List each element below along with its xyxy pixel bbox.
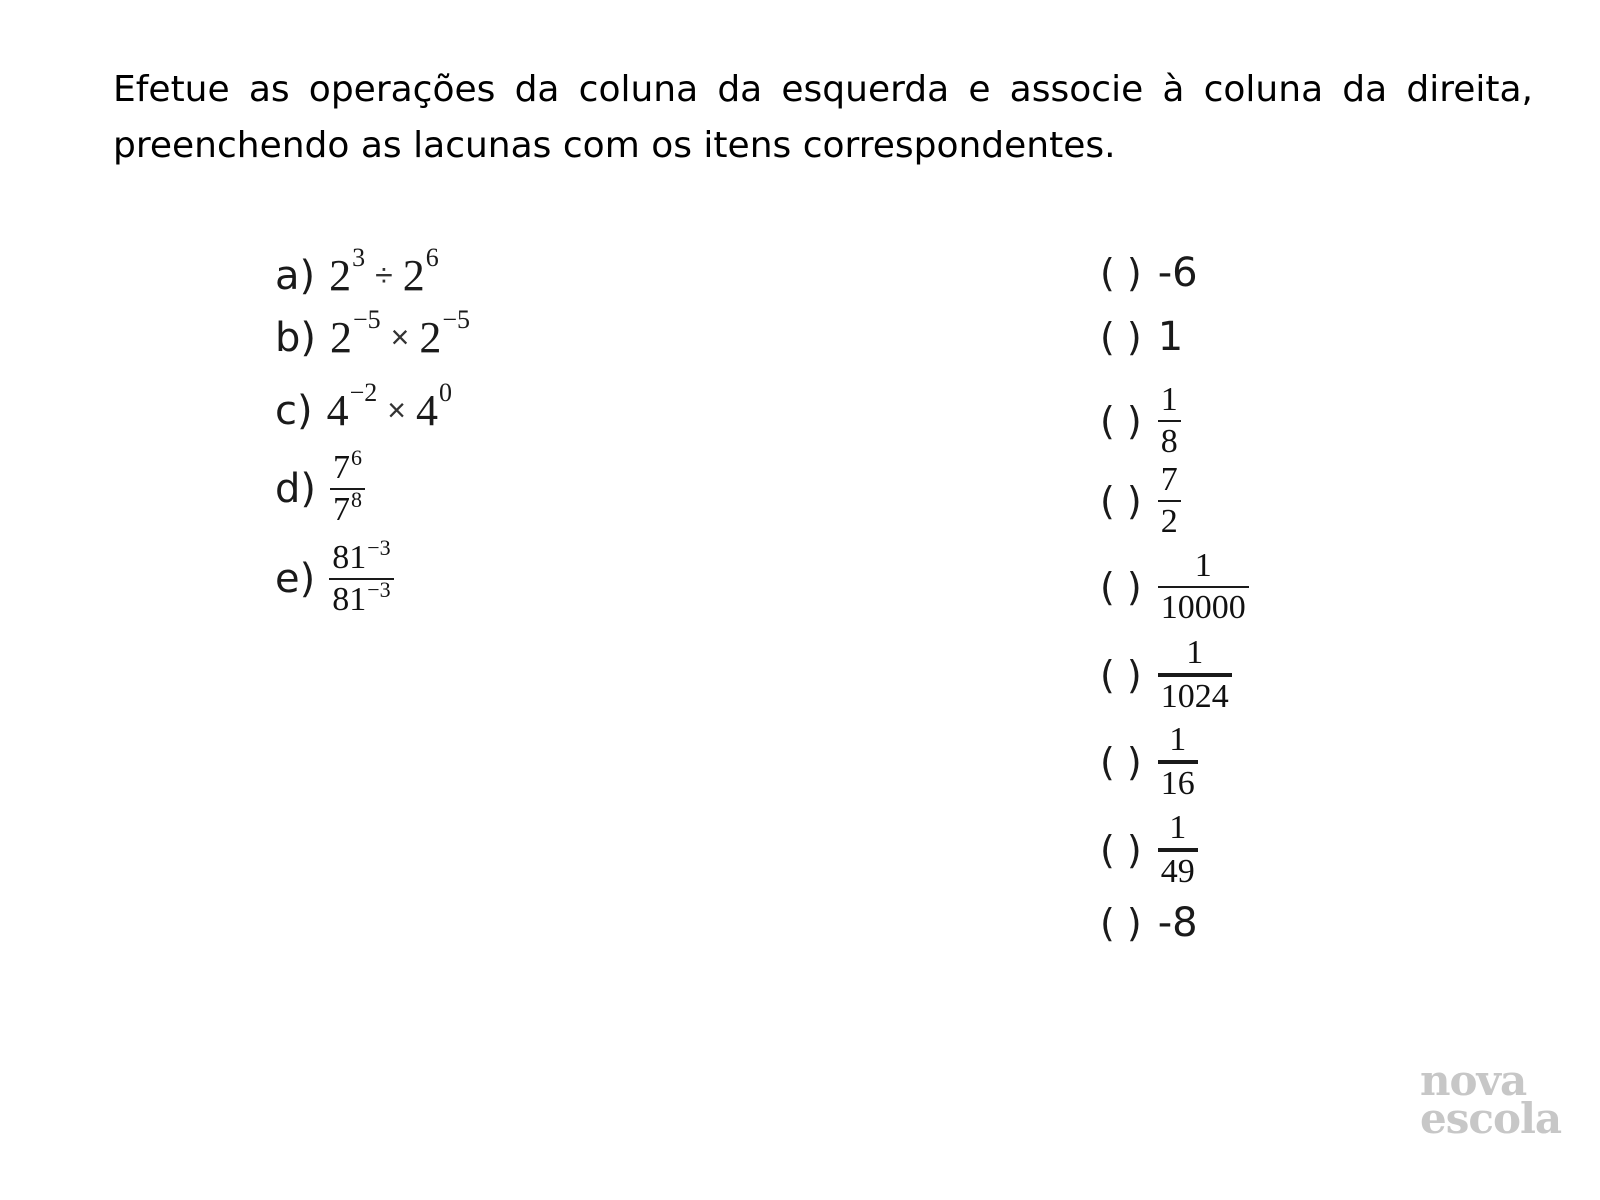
answer-fraction [1158, 462, 1181, 540]
answer-item [1100, 462, 1181, 540]
fraction-bar [1158, 673, 1232, 677]
numerator: 81 −3 [332, 535, 391, 576]
answer-blank[interactable]: ( ) [1100, 315, 1142, 359]
item-label: a) [275, 252, 316, 299]
answer-fraction [1158, 548, 1249, 626]
answer-item [1100, 250, 1198, 296]
logo-line-2: escola [1420, 1094, 1562, 1143]
fraction [329, 535, 393, 618]
logo-line-1: nova [1420, 1056, 1527, 1105]
item-label: c) [275, 387, 313, 434]
operation-c [275, 377, 452, 436]
operation-b [275, 304, 471, 363]
numerator: 1 [1186, 634, 1204, 671]
answer-value: -6 [1157, 250, 1198, 296]
base: 4 [415, 386, 438, 435]
numerator: 1 [1169, 809, 1187, 846]
fraction-bar [1158, 420, 1181, 422]
numerator: 1 [1194, 547, 1212, 584]
answer-blank[interactable]: ( ) [1100, 565, 1142, 609]
denominator: 2 [1160, 503, 1178, 540]
answer-value: -8 [1157, 900, 1198, 946]
fraction-bar [1158, 586, 1249, 588]
item-label: b) [275, 314, 316, 361]
answer-blank[interactable]: ( ) [1100, 479, 1142, 523]
answer-item [1100, 722, 1198, 802]
answer-fraction [1158, 635, 1232, 715]
numerator: 1 [1160, 381, 1178, 418]
fraction-bar [1158, 500, 1181, 502]
fraction [330, 445, 365, 528]
numerator: 7 6 [333, 445, 362, 486]
numerator: 7 [1160, 461, 1178, 498]
answer-item [1100, 314, 1183, 360]
answer-blank[interactable]: ( ) [1100, 740, 1142, 784]
answer-item [1100, 900, 1198, 946]
answer-blank[interactable]: ( ) [1100, 251, 1142, 295]
expression [326, 377, 452, 436]
exponent: 0 [438, 377, 452, 407]
division-operator: ÷ [375, 257, 393, 293]
exponent: 6 [425, 242, 439, 272]
exponent: −2 [349, 377, 378, 407]
answer-item [1100, 810, 1198, 890]
answer-value: 1 [1157, 314, 1184, 360]
instruction-text: Efetue as operações da coluna da esquerda e associe à coluna da direita, preenchendo as lacunas com os itens correspondentes. [113, 69, 1533, 166]
answer-item [1100, 635, 1232, 715]
answer-fraction [1158, 382, 1181, 460]
numerator: 1 [1169, 721, 1187, 758]
answer-fraction [1158, 722, 1198, 802]
expression [330, 304, 471, 363]
base: 2 [329, 251, 352, 300]
denominator: 81 −3 [332, 577, 391, 618]
denominator: 16 [1160, 765, 1195, 802]
multiplication-operator: × [390, 319, 410, 355]
denominator: 7 8 [333, 487, 362, 528]
denominator: 8 [1160, 423, 1178, 460]
answer-fraction [1158, 810, 1198, 890]
item-label: e) [275, 556, 316, 602]
item-label: d) [275, 466, 316, 512]
fraction-bar [1158, 848, 1198, 852]
operation-d [275, 445, 365, 528]
exponent: −5 [353, 304, 381, 334]
answer-blank[interactable]: ( ) [1100, 399, 1142, 443]
base: 2 [419, 313, 442, 362]
operation-a [275, 242, 439, 301]
answer-blank[interactable]: ( ) [1100, 828, 1142, 872]
exponent: 3 [352, 242, 366, 272]
exponent: −5 [442, 304, 471, 334]
operation-e [275, 535, 394, 618]
denominator: 10000 [1160, 589, 1246, 626]
answer-item [1100, 548, 1249, 626]
answer-blank[interactable]: ( ) [1100, 653, 1142, 697]
expression [329, 242, 439, 301]
base: 2 [402, 251, 425, 300]
base: 2 [330, 313, 352, 362]
multiplication-operator: × [387, 392, 406, 428]
answer-blank[interactable]: ( ) [1100, 901, 1142, 945]
answer-item [1100, 382, 1181, 460]
nova-escola-logo [1420, 1056, 1580, 1143]
denominator: 1024 [1160, 678, 1229, 715]
base: 4 [326, 386, 349, 435]
fraction-bar [1158, 760, 1198, 764]
denominator: 49 [1160, 853, 1195, 890]
